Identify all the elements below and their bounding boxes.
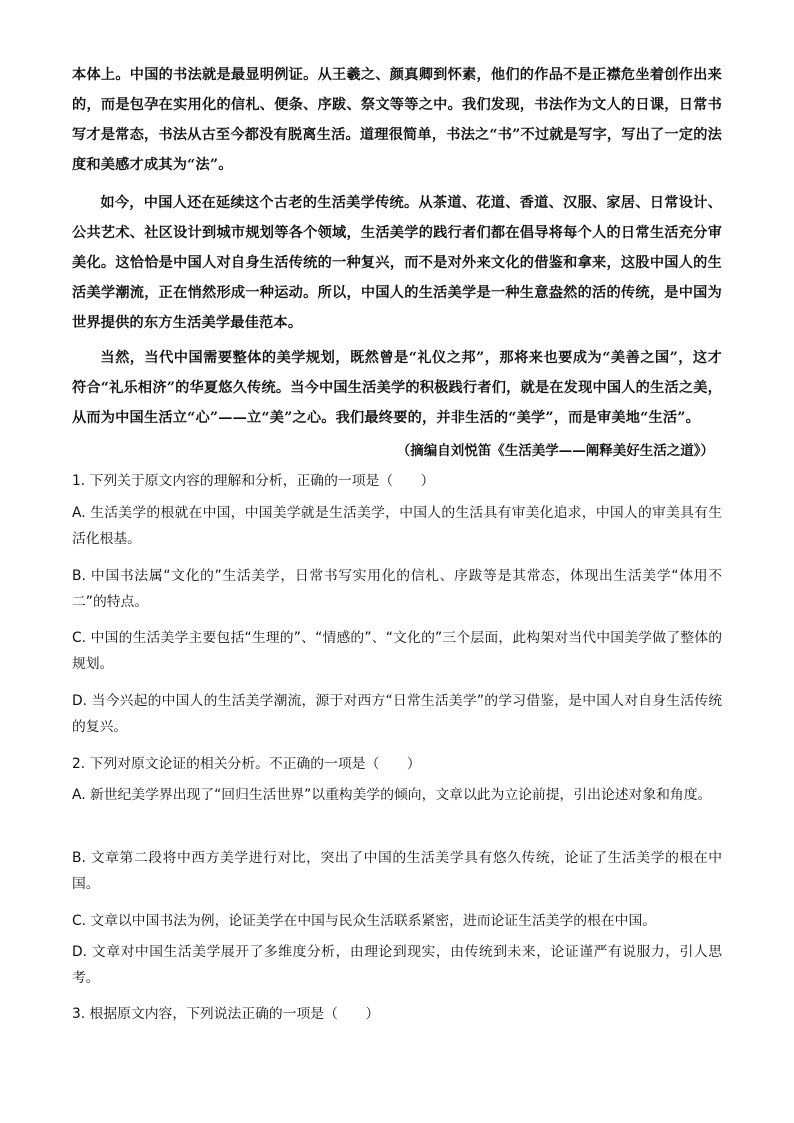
passage-paragraph-1: 本体上。中国的书法就是最显明例证。从王羲之、颜真卿到怀素，他们的作品不是正襟危坐着创作出来的，而是包孕在实用化的信札、便条、序跋、祭文等等之中。我们发现，书法作为文人的日课，日常书写才是常态，书法从古至今都没有脱离生活。道理很简单，书法之“书”不过就是写字，写出了一定的法度和美感才成其为“法”。 xyxy=(72,67,722,173)
passage-paragraph-2: 如今，中国人还在延续这个古老的生活美学传统。从茶道、花道、香道、汉服、家居、日常设计、公共艺术、社区设计到城市规划等各个领域，生活美学的践行者们都在倡导将每个人的日常生活充分审美化。这恰恰是中国人对自身生活传统的一种复兴，而不是对外来文化的借鉴和拿来，这股中国人的生活美学潮流，正在悄然形成一种运动。所以，中国人的生活美学是一种生意盎然的活的传统，是中国为世界提供的东方生活美学最佳范本。 xyxy=(72,195,722,331)
question-2-option-a: A. 新世纪美学界出现了“回归生活世界”以重构美学的倾向，文章以此为立论前提，引出论述对象和角度。 xyxy=(72,787,712,803)
question-2-stem: 2. 下列对原文论证的相关分析。不正确的一项是（ ） xyxy=(72,756,421,772)
question-1-option-c: C. 中国的生活美学主要包括“生理的”、“情感的”、“文化的”三个层面，此构架对当代中国美学做了整体的规划。 xyxy=(72,630,722,672)
question-2-option-c: C. 文章以中国书法为例，论证美学在中国与民众生活联系紧密，进而论证生活美学的根在中国。 xyxy=(72,913,657,929)
question-1-option-b: B. 中国书法属“文化的”生活美学，日常书写实用化的信札、序跋等是其常态，体现出生活美学“体用不二”的特点。 xyxy=(72,568,722,610)
question-1-stem: 1. 下列关于原文内容的理解和分析，正确的一项是（ ） xyxy=(72,473,435,489)
question-2-option-d: D. 文章对中国生活美学展开了多维度分析，由理论到现实，由传统到未来，论证谨严有说服力，引人思考。 xyxy=(72,944,722,986)
question-2-option-b: B. 文章第二段将中西方美学进行对比，突出了中国的生活美学具有悠久传统，论证了生活美学的根在中国。 xyxy=(72,850,722,892)
question-3-stem: 3. 根据原文内容，下列说法正确的一项是（ ） xyxy=(72,1006,380,1022)
question-1-option-d: D. 当今兴起的中国人的生活美学潮流，源于对西方“日常生活美学”的学习借鉴，是中国人对自身生活传统的复兴。 xyxy=(72,693,722,735)
passage-source: （摘编自刘悦笛《生活美学——阐释美好生活之道》） xyxy=(396,443,714,459)
question-1-option-a: A. 生活美学的根就在中国，中国美学就是生活美学，中国人的生活具有审美化追求，中国人的审美具有生活化根基。 xyxy=(72,505,722,547)
passage-paragraph-3: 当然，当代中国需要整体的美学规划，既然曾是“礼仪之邦”，那将来也要成为“美善之国”，这才符合“礼乐相济”的华夏悠久传统。当今中国生活美学的积极践行者们，就是在发现中国人的生活之美，从而为中国生活立“心”——立“美”之心。我们最终要的，并非生活的“美学”，而是审美地“生活”。 xyxy=(72,350,722,426)
